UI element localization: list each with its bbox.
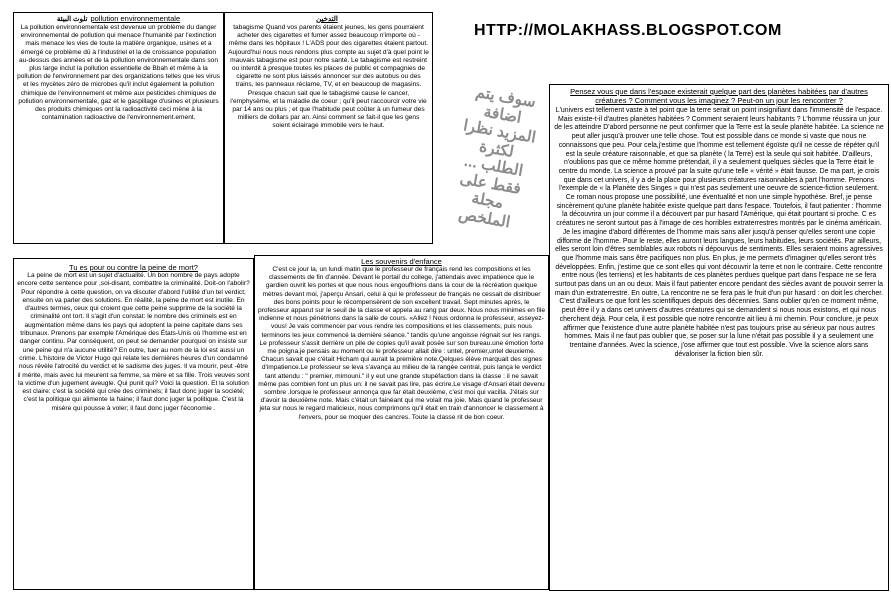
pollution-title: pollution environnementale — [90, 14, 181, 23]
peine-article — [13, 258, 254, 590]
univers-heading — [550, 87, 888, 105]
pollution-text: La pollution environnementale est devenue un problème du danger environnemental de pollution qui menace l'humanité par l'extinction mais menace les vies de toute la matière organique, usines et a émergé ce problème dû à l'industriel et la de croissance population au-dessus des années et de la pollution environnementale dans son plus large inclut la pollution essentielle de Bbah et même à la pollution de l'environnement par des organizations telles que les virus et les mycètes zéro de microbes qu'il inclut également la pollution chimique de l'environnement et même aux pesticides chimiques de pollution environnementale, gaz et le gaspillage d'usines et plusieurs des produits chimiques ont la radioactivité ceci mène à la contamination radioactive de l'environnement.ement. — [17, 24, 220, 122]
univers-article — [549, 84, 889, 591]
promo-arabic-note: سوف يتم اضافة المزيد نظرا لكثرة الطلب ... فقط على مجلة الملخص — [457, 83, 538, 231]
peine-heading — [14, 263, 253, 272]
tabac-text: tabagisme Quand vos parents étaient jeunes, les gens pourraient acheter des cigarettes et fumer assez beaucoup n'importe où - même dans les hôpitaux ! L'ADS pour des cigarettes étaient partout. Aujourd'hui nous nous rendons plus compte au sujet d'à quel point le mauvais tabagisme est pour notre santé. Le tabagisme est restreint ou interdit à presque toutes les places de public et compagnies de cigarette ne sont plus laissés annoncer sur des autobus ou des trains, les panneaux réclame, TV, et en beaucoup de magasins. Presque chacun sait que le tabagisme cause le cancer, l'emphysème, et la maladie de coeur ; qu'il peut raccourcir votre vie par 14 ans ou plus ; et que l'habitude peut coûter à un fumeur des milliers de dollars par an. Ainsi comment se fait-il que les gens soient éclairage immobile vers le haut. — [228, 24, 429, 130]
pollution-heading — [14, 14, 223, 24]
univers-text: L'univers est tellement vaste à tel point que la terre serait un point insignifiant dans l'immensité de l'espace. Mais existe-t-il d'autres planètes habitées ? Comment seraient leurs habitants ? L'homme réussira un jour de les atteindre D'abord personne ne peut confirmer que la Terre est la seule planète habitée. La science ne peut aller jusqu'à prouver une telle chose. Tout est possible dans ce monde si vaste que nous ne connaissons que peu. Pour cela,j'estime que l'homme est tellement égoïste qu'il ne cesse de répéter qu'il est la seule créature raisonnable, et que sa planète ( la Terre) est la seule qui soit habitée. D'ailleurs, n'oublions pas que ce même homme prétendait, il y a seulement quelques siècles que la Terre était le centre du monde. La science a prouvé par la suite qu'une telle « vérité » était fausse. De ma part, je crois que dans cet univers, il y a de la place pour plusieurs créatures raisonnables à part l'homme. Prenons l'exemple de « la Planète des Singes » qui n'est pas seulement une oeuvre de science-fiction seulement. Ce roman nous propose une possibilité, une éventualité et non une simple hypothèse. Bref, je pense sincèrement qu'une planète habitée existe quelque part dans l'espace. Toutefois, il faut patienter : l'homme la découvrira un jour comme il a découvert par pur hasard l'Amérique, qui était pourtant si proche. C es créatures ne seront surtout pas à l'image de ces horribles extraterrestres montrés par le cinéma américain. Je les imagine d'abord différentes de l'homme mais sans aller jusqu'à penser qu'elles seront une copie difforme de l'homme. Pour le reste, elles auront leurs langues, leurs habitudes, leurs sociétés. Par ailleurs, elles seront loin d'êtres semblables aux robots ni dépourvus de sentiments. Elles seraient moins agressives que l'homme mais sans être pacifiques non plus. En plus, je me permets d'imaginer qu'elles seront très développées. Enfin, j'estime que ce sont elles qui vont découvrir la terre et non le contraire. Cette rencontre entre nous (les terriens) et les habitants de ces planètes perdues quelque part dans l'espace ne se fera surtout pas dans un an ou deux. Mais il faut patienter encore pendant des siècles avant de pouvoir serrer la main d'un extraterrestre. En outre, La rencontre ne se fera pas le fruit d'un pur hasard : on doit les chercher. C'est d'ailleurs ce que font les scientifiques depuis des décennies. Sans oublier qu'en ce moment même, peut être il y a dans cet univers d'autres créatures qui se demandent si nous nous existons, et qui nous cherchent déjà. Pour cela, il est possible que notre rencontre ait lieu à mi chemin. Pour conclure, je peux affirmer que l'existence d'une autre planète habitée n'est pas toujours prise au sérieux par nous autres hommes. Mais il ne faut pas oublier que, se poser sur la lune n'était pas possible il y a seulement une trentaine d'années. Avec la science, j'ose affirmer que tout est possible. Vive la science alors sans dévaloriser la fiction bien sûr. — [554, 107, 884, 358]
souvenirs-text: C'est ce jour la, un lundi matin que le professeur de français rend les compositions et les classements de fin d'année. Devant le portail du college, j'attendais avec impatience que le gardien ouvrit les portes et que nous nous engouffrions dans la cour de la récréation quelque mètres devant moi, j'aperçu Ansari, celui à qui le professeur de français ne cessait de distribuer des bons points pour le récompensèrent de son excellent travail. Sept minutes après, le professeur apparut sur le seuil de la classe et appela au rang par deux. Nous nous minimes en file indienne et nous pénétrions dans la salle de cours. «Allez ! Nous ordonna le professeur, asseyez-vous! Je vais commencer par vous rendre les compositions et les classements, puis nous terminons les jeux commencé la dernière séance." tandis qu'une angoisse régnait sur les rangs. Le professeur s'assit derrière un pile de copies qu'il avait posée sur son bureau.une émotion forte me poigna.je pensais au moment ou le professeur allait dire : untel, premier,untel deuxieme. Chacun savait que c'était Hicham qui aurait la première note.Qelques élève marquait des signes d'impatience.Le professeur se leva s'avança au milieu de la rangée central, puis lança le verdict tant attendu : " premier, mimouni." il y eut une grande stupéfaction dans la classe : il ne savait même pas combien font un plus un: il ne savait pas lire, pas écrire.Le visage d'Ansari était devenu sombre .lorsque le professeur annonça que far était deuxième, c'est moi qui vacilla. J'étais sur d'avoir la deuxième note. Mais c'était un fainéant qui me volait ma joie. Mais quand le professeur jeta sur nous le regard malicieux, nous comprimons qu'il était en train d'annoncer le classement à l'envers, pour se moquer des cancres. Toute la classe rit de bon coeur. — [258, 266, 545, 421]
univers-title: Pensez vous que dans l'espace existerait quelque part des planètes habitées par d'autres créatures ? Comment vous les imaginez ? Peut-on un jour les rencontrer ? — [570, 87, 868, 105]
pollution-article — [13, 12, 224, 244]
blog-url[interactable]: HTTP://MOLAKHASS.BLOGSPOT.COM — [474, 22, 782, 39]
souvenirs-title: Les souvenirs d'enfance — [361, 257, 442, 266]
peine-title: Tu es pour ou contre la peine de mort? — [69, 263, 198, 272]
peine-text: La peine de mort est un sujet d'actualité. Un bon nombre de pays adopte encore cette sentence pour ,soi-disant, combattre la criminalité. Doit-on l'abolir? Pour répondre à cette question, on va discuter d'abord l'utilité d'un tel verdict; ensuite on va parler des solutions. En réalité, la peine de mort est inutile. En d'autres termes, ceux qui croient que cette peine supprime de la société la criminalité ont tort. Il s'agit d'un constat: le nombre des criminels est en augmentation même dans les pays qui adoptent la peine capitale dans ses tribunaux. Prenons par exemple l'Amérique des États-Unis où l'homme est en danger continu. Par conséquent, on peut se demander pourquoi on insiste sur une peine qui n'a aucune utilité? En outre, tuer au nom de la loi est aussi un crime. L'histoire de Victor Hugo qui relate les dernières heures d'un condamné nous révèle l'atrocité du verdict et le sadisme des juges. Il va mourir, peut -être il mérite, mais avec lui meurent sa femme, sa mère et sa fille. Trois veuves sont la victime d'un jugement aveugle. Qui punit qui? Voici la question. Et la solution est claire: c'est la société qui crée des criminels; il faut donc juger la société; c'est la politique qui alimente la haine; il faut donc juger la politique. C'est la misère qui pousse à voler; il faut donc juger l'économie . — [17, 272, 250, 412]
tabac-heading — [225, 14, 432, 24]
pollution-arabic-label: تلوث البيئة — [56, 16, 88, 23]
souvenirs-heading — [255, 257, 548, 266]
tabac-arabic-label: التدخين — [316, 16, 338, 23]
souvenirs-article — [254, 255, 549, 590]
tabac-article — [224, 12, 433, 244]
